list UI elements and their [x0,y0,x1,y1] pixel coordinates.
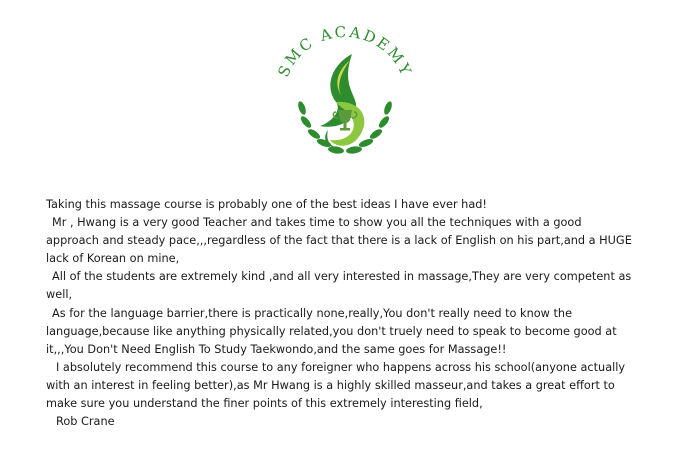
logo-text: SMC ACADEMY [274,26,416,80]
testimonial-line: language,because like anything physically related,you don't truely need to speak to become good at [46,324,617,338]
smc-academy-logo [270,26,420,176]
laurel-left-icon [297,100,345,154]
testimonial-line: Taking this massage course is probably one of the best ideas I have ever had! [46,198,487,211]
testimonial-line: As for the language barrier,there is practically none,really,You don't really need to know the [52,306,573,320]
testimonial-text [46,196,646,431]
leaf-emblem-icon [320,54,364,148]
testimonial-line: Mr , Hwang is a very good Teacher and takes time to show you all the techniques with a good [52,216,582,230]
testimonial-line: approach and steady pace,,,regardless of the fact that there is a lack of English on his part,and a HUGE [46,234,632,248]
testimonial-line: lack of Korean on mine, [46,252,180,266]
testimonial-line: it,,,You Don't Need English To Study Taekwondo,and the same goes for Massage!! [46,342,507,356]
testimonial-line: well, [46,288,73,302]
signature: Rob Crane [56,415,115,429]
testimonial-line: with an interest in feeling better),as Mr Hwang is a highly skilled masseur,and takes a great effort to [46,378,615,392]
testimonial-line: make sure you understand the finer points of this extremely interesting field, [46,397,483,411]
testimonial-line: I absolutely recommend this course to any foreigner who happens across his school(anyone actually [56,360,626,374]
testimonial-line: All of the students are extremely kind ,and all very interested in massage,They are very competent as [52,270,632,284]
